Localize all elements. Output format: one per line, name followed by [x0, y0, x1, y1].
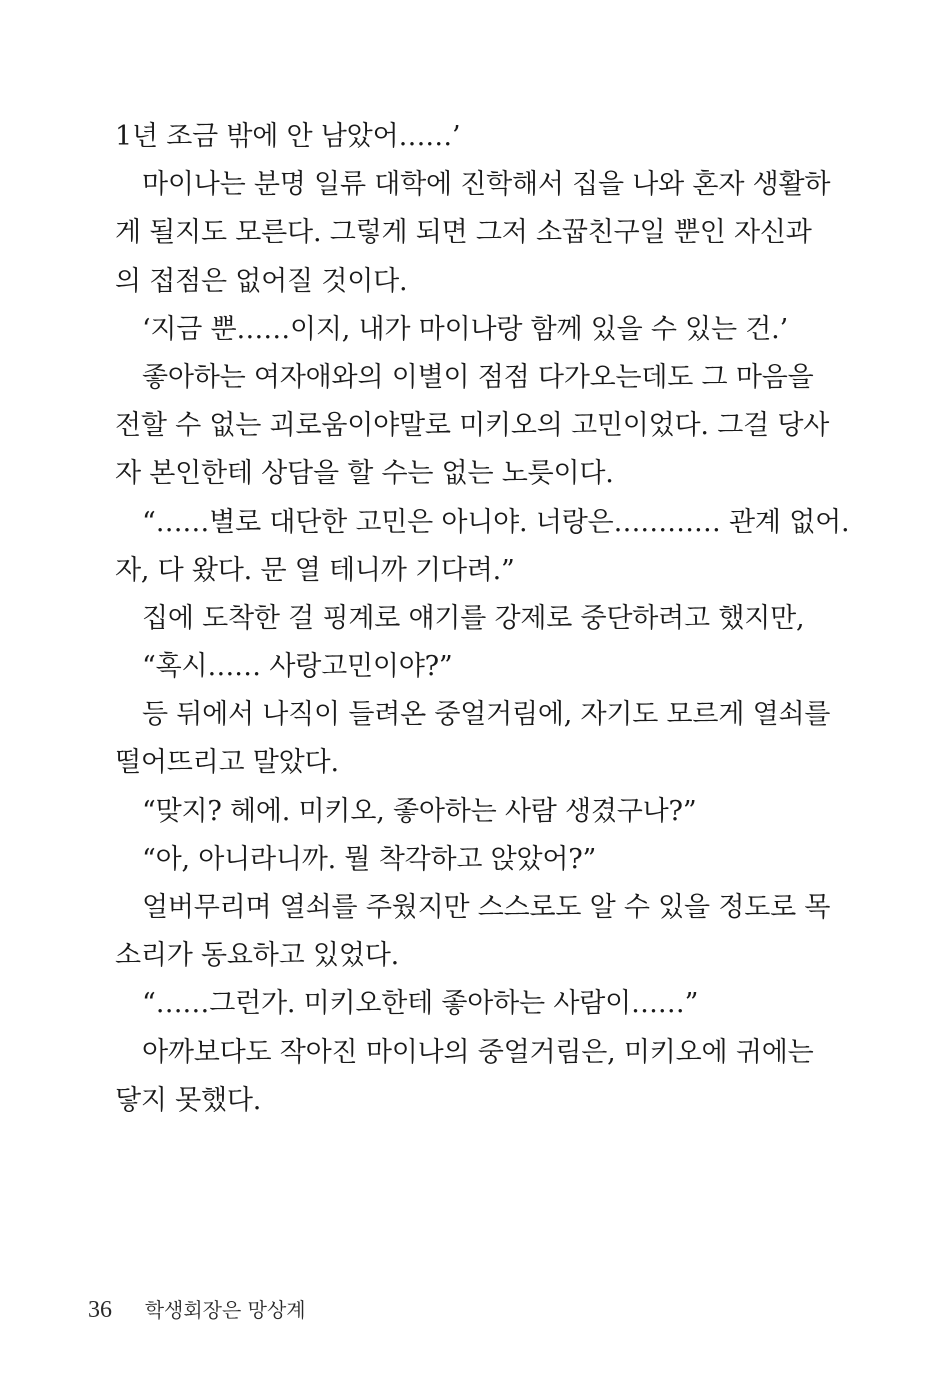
text-line: 떨어뜨리고 말았다.	[115, 747, 339, 779]
text-line: 등 뒤에서 나직이 들려온 중얼거림에, 자기도 모르게 열쇠를	[142, 699, 831, 731]
book-title: 학생회장은 망상계	[144, 1298, 306, 1322]
text-line: “……그런가. 미키오한테 좋아하는 사람이……”	[142, 988, 699, 1020]
text-line: 마이나는 분명 일류 대학에 진학해서 집을 나와 혼자 생활하	[142, 169, 831, 201]
text-line: 1년 조금 밖에 안 남았어……’	[115, 121, 461, 152]
text-line: 자, 다 왔다. 문 열 테니까 기다려.”	[115, 554, 515, 586]
text-line: 의 접점은 없어질 것이다.	[115, 265, 408, 297]
body-text	[115, 113, 850, 1125]
text-line: 닿지 못했다.	[115, 1084, 262, 1116]
text-line: 게 될지도 모른다. 그렇게 되면 그저 소꿉친구일 뿐인 자신과	[115, 217, 812, 249]
text-line: “……별로 대단한 고민은 아니야. 너랑은………… 관계 없어.	[142, 506, 850, 538]
text-line: 아까보다도 작아진 마이나의 중얼거림은, 미키오에 귀에는	[142, 1036, 814, 1068]
text-line: 전할 수 없는 괴로움이야말로 미키오의 고민이었다. 그걸 당사	[115, 410, 830, 442]
page-footer	[88, 1296, 306, 1324]
text-line: 얼버무리며 열쇠를 주웠지만 스스로도 알 수 있을 정도로 목	[142, 892, 831, 923]
text-line: 좋아하는 여자애와의 이별이 점점 다가오는데도 그 마음을	[142, 361, 814, 393]
text-line: “맞지? 헤에. 미키오, 좋아하는 사람 생겼구나?”	[142, 795, 697, 827]
page-number: 36	[88, 1297, 112, 1323]
text-line: ‘지금 뿐……이지, 내가 마이나랑 함께 있을 수 있는 건.’	[142, 313, 788, 345]
text-line: 집에 도착한 걸 핑계로 얘기를 강제로 중단하려고 했지만,	[142, 602, 805, 634]
text-line: 소리가 동요하고 있었다.	[115, 940, 399, 972]
text-line: “아, 아니라니까. 뭘 착각하고 앉았어?”	[142, 843, 597, 875]
text-line: “혹시…… 사랑고민이야?”	[142, 651, 453, 683]
text-line: 자 본인한테 상담을 할 수는 없는 노릇이다.	[115, 458, 614, 490]
